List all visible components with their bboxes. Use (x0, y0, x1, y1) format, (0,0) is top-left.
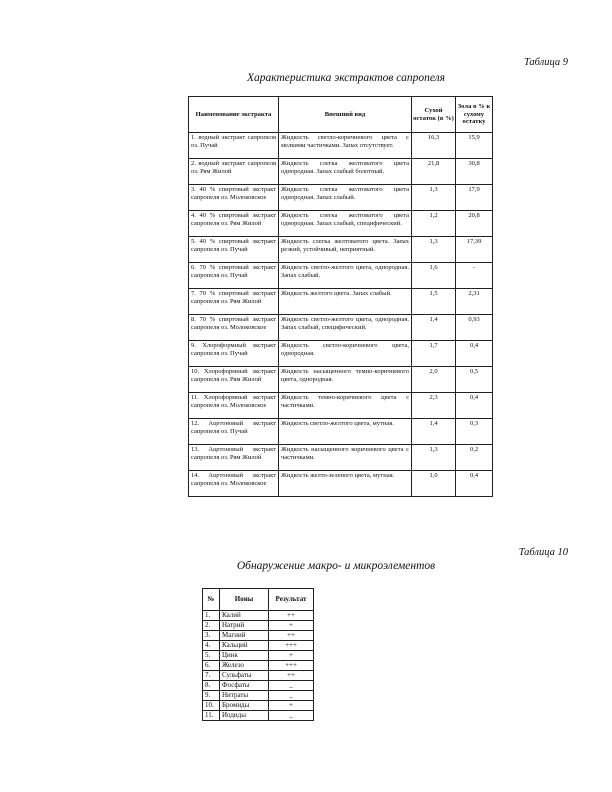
cell-ash: 17,39 (456, 237, 493, 263)
table-row (189, 289, 493, 315)
cell-extract-name: 6. 70 % спиртовый экстракт сапропеля оз. Пучай (189, 263, 279, 289)
table-row (203, 621, 314, 631)
cell-appearance: Жидкость желто-зеленого цвета, мутная. (279, 471, 412, 497)
table-row (189, 341, 493, 367)
cell-result: + (269, 701, 314, 711)
cell-result: ++ (269, 631, 314, 641)
table-9-number: Таблица 9 (523, 57, 568, 68)
cell-appearance: Жидкость светло-желтого цвета, однородная. Запах слабый, специфический. (279, 315, 412, 341)
cell-extract-name: 2. водный экстракт сапропеля оз. Рям Жилой (189, 159, 279, 185)
table-9-title: Характеристика экстрактов сапропеля (246, 72, 446, 84)
table-row (189, 263, 493, 289)
cell-ash: 17,9 (456, 185, 493, 211)
cell-appearance: Жидкость светло-желтого цвета, однородная. Запах слабый. (279, 263, 412, 289)
header-appearance: Внешний вид (279, 97, 412, 133)
cell-result: ++ (269, 611, 314, 621)
cell-ion: Иодиды (220, 711, 269, 721)
cell-appearance: Жидкость светло-коричневого цвета, однородная. (279, 341, 412, 367)
cell-ion: Бромиды (220, 701, 269, 711)
table-row (203, 671, 314, 681)
cell-extract-name: 7. 70 % спиртовый экстракт сапропеля оз. Рям Жилой (189, 289, 279, 315)
cell-dry-residue: 1,3 (412, 237, 456, 263)
table-row (189, 419, 493, 445)
cell-ash: 15,9 (456, 133, 493, 159)
cell-ash: 0,93 (456, 315, 493, 341)
cell-number: 10. (203, 701, 220, 711)
table-10-number: Таблица 10 (518, 547, 568, 558)
cell-number: 4. (203, 641, 220, 651)
cell-extract-name: 12. Ацетоновый экстракт сапропеля оз. Пучай (189, 419, 279, 445)
header-extract-name: Наименование экстракта (189, 97, 279, 133)
cell-extract-name: 5. 40 % спиртовый экстракт сапропеля оз. Пучай (189, 237, 279, 263)
cell-appearance: Жидкость темно-коричневого цвета с частичками. (279, 393, 412, 419)
table-row (189, 211, 493, 237)
cell-ash: 30,8 (456, 159, 493, 185)
cell-extract-name: 11. Хлороформный экстракт сапропеля оз. Молоковское (189, 393, 279, 419)
cell-appearance: Жидкость насыщенного темно-коричневого цвета, однородная. (279, 367, 412, 393)
table-row (189, 185, 493, 211)
cell-extract-name: 1. водный экстракт сапропеля оз. Пучай (189, 133, 279, 159)
cell-dry-residue: 1,3 (412, 185, 456, 211)
cell-ash: - (456, 263, 493, 289)
cell-appearance: Жидкость желтого цвета. Запах слабый. (279, 289, 412, 315)
cell-ash: 0,4 (456, 393, 493, 419)
cell-ion: Магний (220, 631, 269, 641)
cell-dry-residue: 1,6 (412, 263, 456, 289)
cell-result: ++ (269, 671, 314, 681)
cell-result: _ (269, 711, 314, 721)
table-row (189, 367, 493, 393)
cell-result: + (269, 651, 314, 661)
cell-dry-residue: 1,3 (412, 445, 456, 471)
table-10-title: Обнаружение макро- и микроэлементов (236, 560, 436, 572)
cell-ion: Сульфаты (220, 671, 269, 681)
cell-ash: 20,8 (456, 211, 493, 237)
cell-dry-residue: 1,5 (412, 289, 456, 315)
table-row (203, 661, 314, 671)
header-ash: Зола в % к сухому остатку (456, 97, 493, 133)
cell-extract-name: 13. Ацетоновый экстракт сапропеля оз. Рям Жилой (189, 445, 279, 471)
cell-dry-residue: 1,2 (412, 211, 456, 237)
cell-ash: 0,5 (456, 367, 493, 393)
cell-extract-name: 10. Хлороформный экстракт сапропеля оз. Рям Жилой (189, 367, 279, 393)
cell-appearance: Жидкость насыщенного коричневого цвета с частичками. (279, 445, 412, 471)
elements-table-body (203, 611, 314, 721)
header-number: № (203, 589, 220, 611)
cell-dry-residue: 2,3 (412, 393, 456, 419)
table-row (203, 701, 314, 711)
cell-appearance: Жидкость слегка желтоватого цвета однородная. Запах слабый болотный. (279, 159, 412, 185)
cell-ash: 0,3 (456, 419, 493, 445)
table-row (189, 315, 493, 341)
cell-appearance: Жидкость слегка желтоватого цвета. Запах резкий, устойчивый, неприятный. (279, 237, 412, 263)
cell-ash: 2,31 (456, 289, 493, 315)
table-row (189, 237, 493, 263)
cell-dry-residue: 1,0 (412, 471, 456, 497)
table-row (189, 471, 493, 497)
cell-number: 7. (203, 671, 220, 681)
cell-extract-name: 3. 40 % спиртовый экстракт сапропеля оз. Молоковское (189, 185, 279, 211)
cell-dry-residue: 2,0 (412, 367, 456, 393)
cell-ash: 0,4 (456, 341, 493, 367)
table-row (203, 681, 314, 691)
table-row (189, 133, 493, 159)
cell-number: 5. (203, 651, 220, 661)
table-header-row (203, 589, 314, 611)
table-row (189, 445, 493, 471)
cell-number: 11. (203, 711, 220, 721)
table-row (189, 159, 493, 185)
header-result: Результат (269, 589, 314, 611)
cell-dry-residue: 1,4 (412, 315, 456, 341)
cell-number: 9. (203, 691, 220, 701)
table-row (203, 651, 314, 661)
cell-ash: 0,4 (456, 471, 493, 497)
table-row (189, 393, 493, 419)
cell-ion: Натрий (220, 621, 269, 631)
cell-ion: Фосфаты (220, 681, 269, 691)
header-ions: Ионы (220, 589, 269, 611)
cell-appearance: Жидкость светло-коричневого цвета с мелкими частичками. Запах отсутствует. (279, 133, 412, 159)
cell-result: _ (269, 691, 314, 701)
cell-appearance: Жидкость светло-желтого цвета, мутная. (279, 419, 412, 445)
cell-result: +++ (269, 661, 314, 671)
cell-ion: Железо (220, 661, 269, 671)
cell-number: 8. (203, 681, 220, 691)
cell-number: 3. (203, 631, 220, 641)
table-row (203, 631, 314, 641)
cell-extract-name: 8. 70 % спиртовый экстракт сапропеля оз. Молоковское (189, 315, 279, 341)
cell-dry-residue: 1,7 (412, 341, 456, 367)
cell-ion: Цинк (220, 651, 269, 661)
table-header-row (189, 97, 493, 133)
cell-number: 6. (203, 661, 220, 671)
cell-appearance: Жидкость слегка желтоватого цвета однородная. Запах слабый. (279, 185, 412, 211)
cell-result: + (269, 621, 314, 631)
cell-number: 1. (203, 611, 220, 621)
cell-extract-name: 14. Ацетоновый экстракт сапропеля оз. Молоковское (189, 471, 279, 497)
cell-ion: Калий (220, 611, 269, 621)
cell-number: 2. (203, 621, 220, 631)
cell-appearance: Жидкость слегка желтоватого цвета однородная. Запах слабый, специфический. (279, 211, 412, 237)
table-row (203, 691, 314, 701)
cell-result: +++ (269, 641, 314, 651)
cell-dry-residue: 21,8 (412, 159, 456, 185)
cell-ash: 0,2 (456, 445, 493, 471)
cell-result: _ (269, 681, 314, 691)
cell-dry-residue: 16,3 (412, 133, 456, 159)
cell-extract-name: 4. 40 % спиртовый экстракт сапропеля оз. Рям Жилой (189, 211, 279, 237)
table-row (203, 711, 314, 721)
header-dry-residue: Сухой остаток (в %) (412, 97, 456, 133)
extracts-table (188, 96, 493, 497)
elements-table (202, 588, 314, 721)
table-row (203, 611, 314, 621)
cell-dry-residue: 1,4 (412, 419, 456, 445)
cell-ion: Нитраты (220, 691, 269, 701)
extracts-table-body (189, 133, 493, 497)
table-row (203, 641, 314, 651)
cell-ion: Кальций (220, 641, 269, 651)
cell-extract-name: 9. Хлороформный экстракт сапропеля оз. Пучай (189, 341, 279, 367)
